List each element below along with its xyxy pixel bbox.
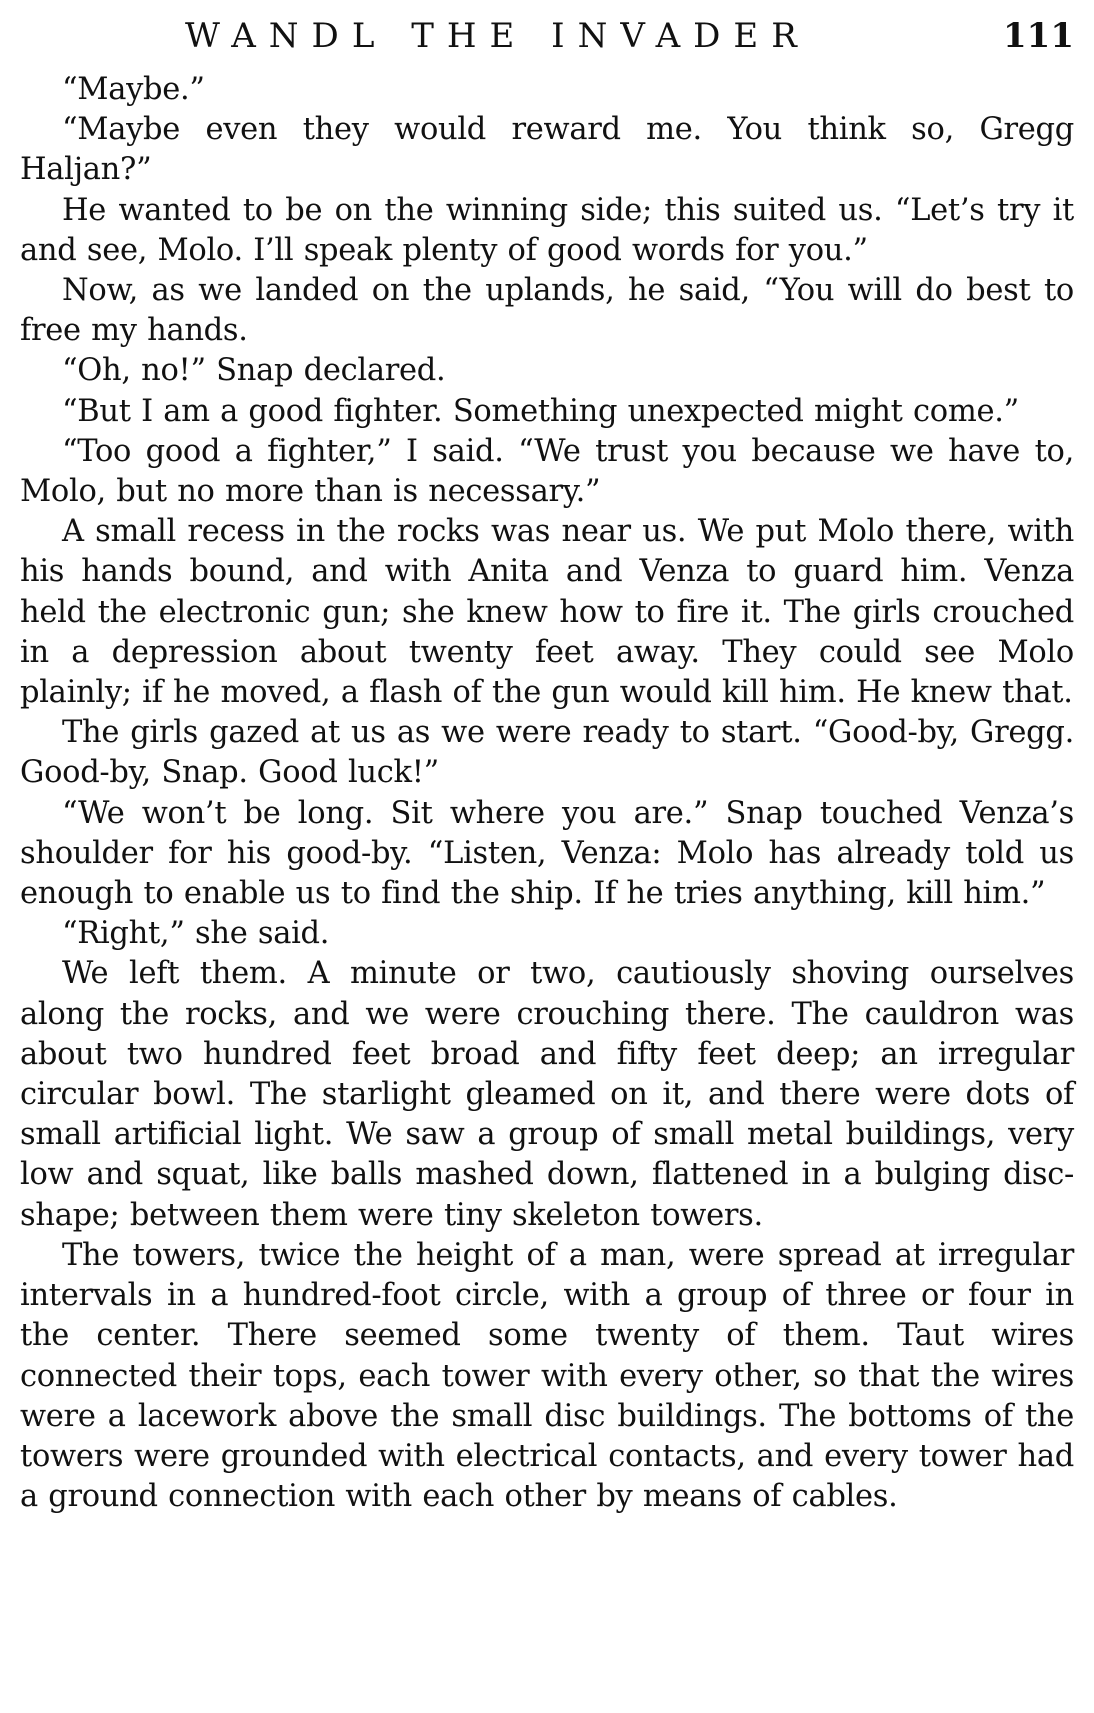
paragraph-8: A small recess in the rocks was near us. We put Molo there, with his hands bound, and with Anita and Venza to guard him. Venza held the electronic gun; she knew how to fire it. The girls crouched in a depression about twenty feet away. They could see Molo plainly; if he moved, a flash of the gun would kill him. He knew that. bbox=[20, 514, 1074, 711]
body-text bbox=[20, 70, 1074, 1517]
page-number: 111 bbox=[1003, 16, 1074, 56]
paragraph-2: “Maybe even they would reward me. You think so, Gregg Haljan?” bbox=[20, 112, 1074, 188]
book-page bbox=[20, 0, 1074, 1713]
paragraph-1: “Maybe.” bbox=[62, 72, 205, 107]
paragraph-4: Now, as we landed on the uplands, he said, “You will do best to free my hands. bbox=[20, 273, 1074, 349]
paragraph-7: “Too good a fighter,” I said. “We trust you because we have to, Molo, but no more than is necessary.” bbox=[20, 433, 1074, 510]
running-title: WANDL THE INVADER bbox=[185, 16, 810, 56]
running-head bbox=[20, 10, 1074, 70]
paragraph-11: “Right,” she said. bbox=[62, 916, 330, 952]
paragraph-12: We left them. A minute or two, cautiously shoving ourselves along the rocks, and we were crouching there. The cauldron was about two hundred feet broad and fifty feet deep; an irregular circular bowl. The starlight gleamed on it, and there were dots of small artificial light. We saw a group of small metal buildings, very low and squat, like balls mashed down, flattened in a bulging disc-shape; between them were tiny skeleton towers. bbox=[20, 956, 1074, 1233]
paragraph-6: “But I am a good fighter. Something unexpected might come.” bbox=[62, 393, 1019, 429]
paragraph-10: “We won’t be long. Sit where you are.” Snap touched Venza’s shoulder for his good-by. “Listen, Venza: Molo has already told us enough to enable us to find the ship. If he tries anything, kill him.” bbox=[20, 795, 1074, 912]
paragraph-3: He wanted to be on the winning side; this suited us. “Let’s try it and see, Molo. I’ll speak plenty of good words for you.” bbox=[20, 192, 1074, 268]
paragraph-5: “Oh, no!” Snap declared. bbox=[62, 353, 446, 389]
paragraph-9: The girls gazed at us as we were ready to start. “Good-by, Gregg. Good-by, Snap. Good luck!” bbox=[20, 715, 1074, 791]
paragraph-13: The towers, twice the height of a man, were spread at irregular intervals in a hundred-foot circle, with a group of three or four in the center. There seemed some twenty of them. Taut wires connected their tops, each tower with every other, so that the wires were a lacework above the small disc buildings. The bottoms of the towers were grounded with electrical contacts, and every tower had a ground connection with each other by means of cables. bbox=[20, 1237, 1074, 1515]
